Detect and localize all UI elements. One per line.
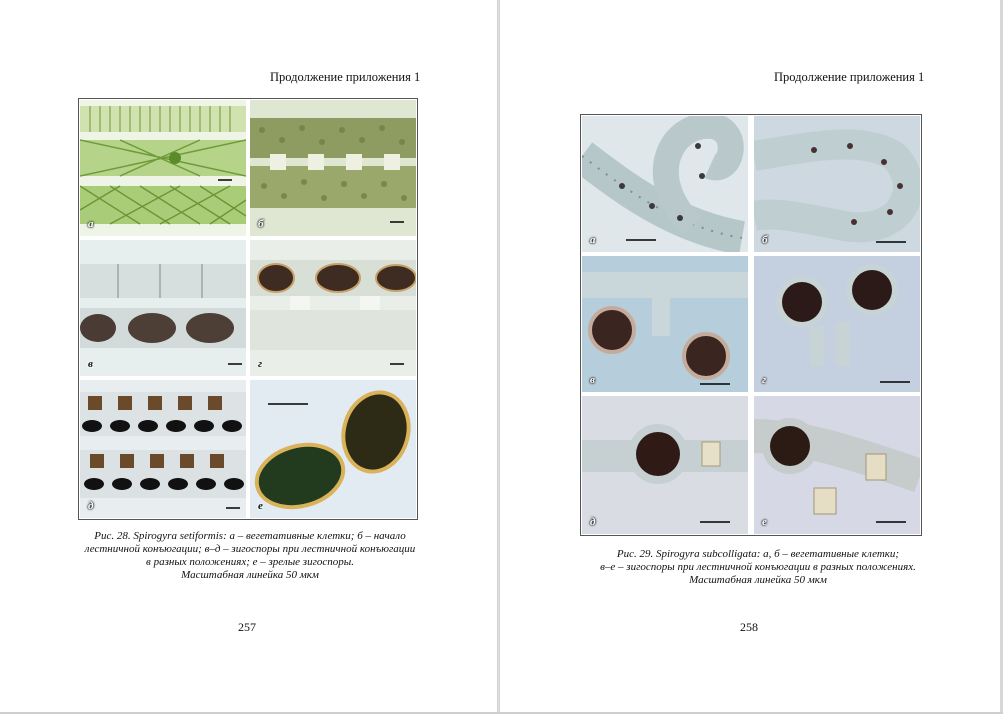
left-caption-line-3: в разных положениях; е – зрелые зигоспоры. <box>146 556 354 568</box>
left-panel-b-label: б <box>258 218 264 230</box>
left-running-head: Продолжение приложения 1 <box>270 70 421 84</box>
left-figure-plate <box>78 98 418 520</box>
left-caption-line-1: Рис. 28. Spirogyra setiformis: а – вегетативные клетки; б – начало <box>94 530 406 542</box>
left-caption-line-4: Масштабная линейка 50 мкм <box>181 569 319 581</box>
right-panel-d <box>582 396 748 534</box>
left-panel-g-label: г <box>258 358 263 370</box>
right-panel-b-label: б <box>762 234 768 246</box>
right-caption-line-3: Масштабная линейка 50 мкм <box>689 574 827 586</box>
left-panel-a-label: а <box>88 218 94 230</box>
left-panel-v <box>80 240 246 376</box>
left-caption-line-2: лестничной конъюгации; в–д – зигоспоры при лестничной конъюгации <box>84 543 416 555</box>
right-page-number: 258 <box>740 620 758 634</box>
left-page-number: 257 <box>238 620 256 634</box>
right-panel-g <box>754 256 920 392</box>
right-panel-e-label: е <box>762 516 767 528</box>
left-panel-d-label: д <box>88 500 94 512</box>
left-page <box>0 0 498 714</box>
left-panel-d <box>80 380 246 518</box>
right-caption-line-1: Рис. 29. Spirogyra subcolligata: а, б – вегетативные клетки; <box>616 548 900 560</box>
right-figure-caption <box>558 548 958 587</box>
right-panel-a <box>582 116 748 252</box>
right-panel-g-label: г <box>762 374 767 386</box>
right-panel-v <box>582 256 748 392</box>
right-panel-v-label: в <box>590 374 595 386</box>
right-page <box>500 0 1003 714</box>
right-panel-b <box>754 116 920 252</box>
left-panel-v-label: в <box>88 358 93 370</box>
left-panel-e-label: е <box>258 500 263 512</box>
right-caption-line-2: в–е – зигоспоры при лестничной конъюгации в разных положениях. <box>600 561 916 573</box>
left-panel-b <box>250 100 416 236</box>
left-panel-a <box>80 100 246 236</box>
right-figure-plate <box>580 114 922 536</box>
left-panel-e <box>250 380 416 518</box>
left-figure-caption <box>60 530 440 582</box>
right-panel-a-label: а <box>590 234 596 246</box>
left-panel-g <box>250 240 416 376</box>
right-panel-d-label: д <box>590 516 596 528</box>
right-running-head: Продолжение приложения 1 <box>774 70 925 84</box>
right-panel-e <box>754 396 920 534</box>
